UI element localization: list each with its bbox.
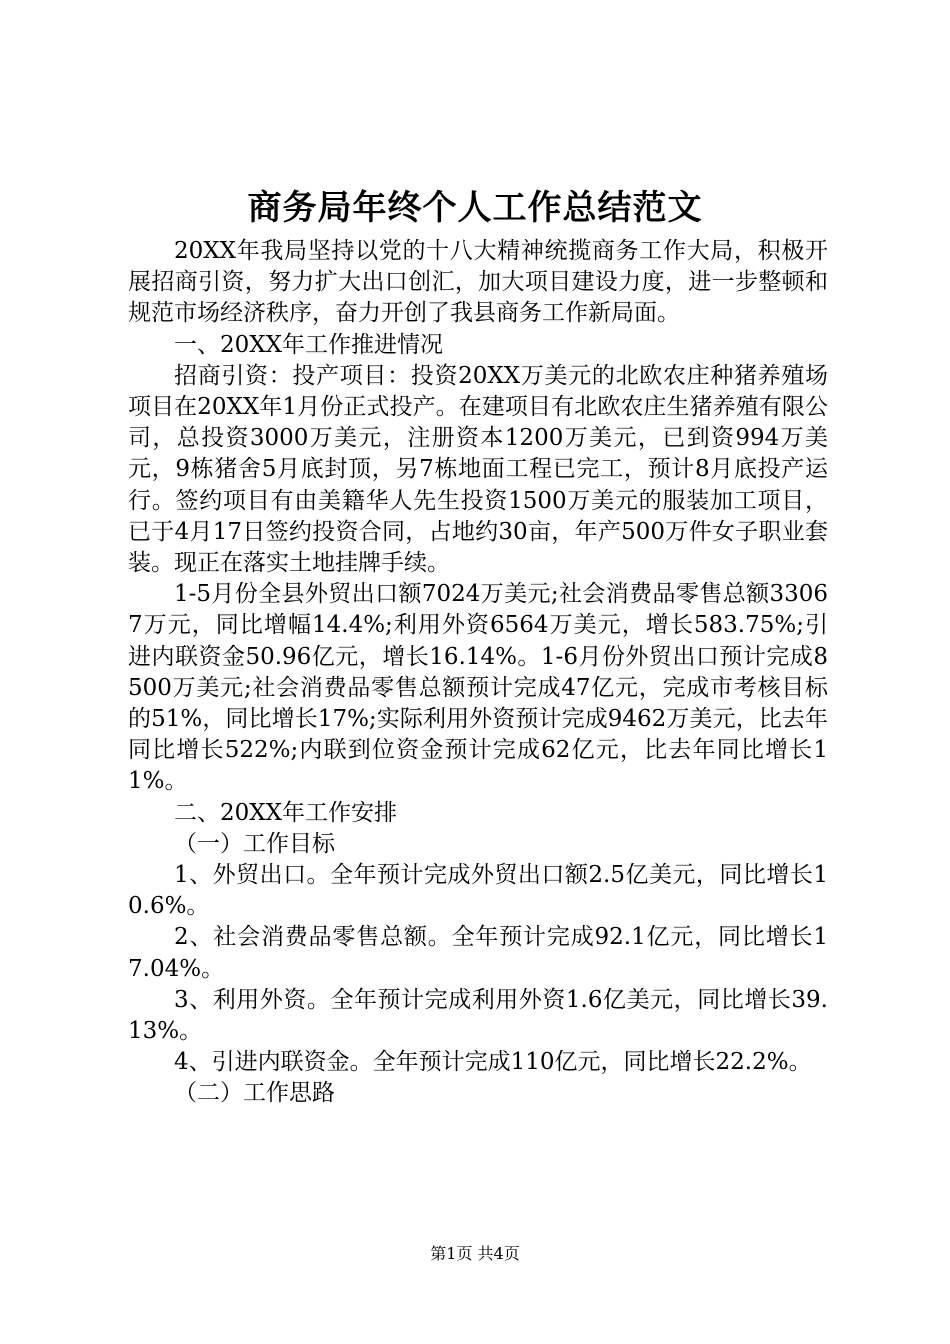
subsection-heading-goals: （一）工作目标 (174, 830, 335, 857)
subsection-heading-approach: （二）工作思路 (174, 1080, 335, 1107)
goal-item-retail: 2、社会消费品零售总额。全年预计完成92.1亿元，同比增长17.04%。 (128, 924, 828, 982)
paragraph-statistics: 1-5月份全县外贸出口额7024万美元;社会消费品零售总额33067万元，同比增幅14.4%;利用外资6564万美元，增长583.75%;引进内联资金50.96亿元，增长16.14%。1-6月份外贸出口预计完成8500万美元;社会消费品零售总额预计完成47亿元，完成市考核目标的51%，同比增长17%;实际利用外资预计完成9462万美元，比去年同比增长522%;内联到位资金预计完成62亿元，比去年同比增长11%。 (128, 581, 828, 795)
section-heading-plan: 二、20XX年工作安排 (174, 799, 398, 826)
page-number-footer: 第1页 共4页 (430, 1244, 520, 1263)
paragraph-intro: 20XX年我局坚持以党的十八大精神统揽商务工作大局，积极开展招商引资，努力扩大出口创汇，加大项目建设力度，进一步整顿和规范市场经济秩序，奋力开创了我县商务工作新局面。 (128, 238, 828, 327)
goal-item-domestic-capital: 4、引进内联资金。全年预计完成110亿元，同比增长22.2%。 (174, 1049, 812, 1076)
document-title: 商务局年终个人工作总结范文 (247, 188, 703, 228)
document-body (128, 236, 828, 1110)
goal-item-foreign-investment: 3、利用外资。全年预计完成利用外资1.6亿美元，同比增长39.13%。 (128, 986, 828, 1045)
section-heading-progress: 一、20XX年工作推进情况 (174, 331, 444, 358)
goal-item-export: 1、外贸出口。全年预计完成外贸出口额2.5亿美元，同比增长10.6%。 (128, 862, 828, 920)
paragraph-investment: 招商引资：投产项目：投资20XX万美元的北欧农庄种猪养殖场项目在20XX年1月份正式投产。在建项目有北欧农庄生猪养殖有限公司，总投资3000万美元，注册资本1200万美元，已到资994万美元，9栋猪舍5月底封顶，另7栋地面工程已完工，预计8月底投产运行。签约项目有由美籍华人先生投资1500万美元的服装加工项目，已于4月17日签约投资合同，占地约30亩，年产500万件女子职业套装。现正在落实土地挂牌手续。 (128, 362, 828, 577)
